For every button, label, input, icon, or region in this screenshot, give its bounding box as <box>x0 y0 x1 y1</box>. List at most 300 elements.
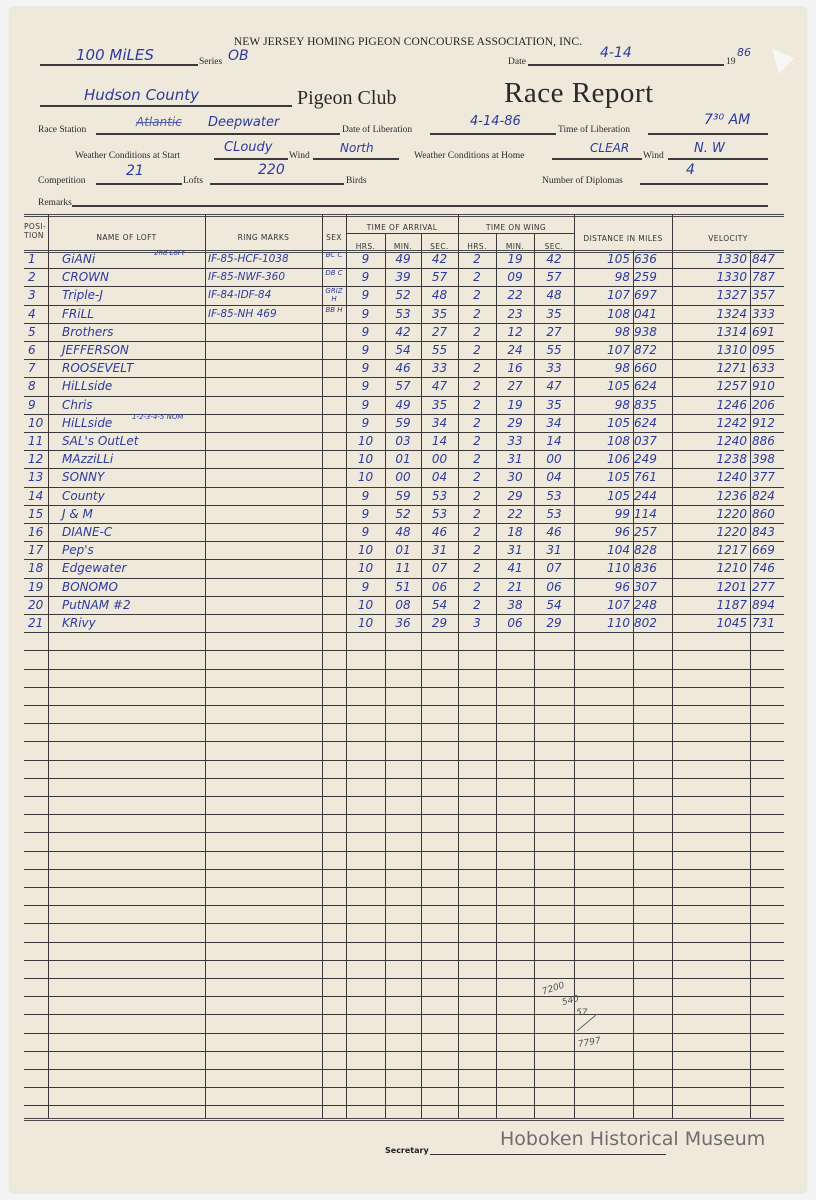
arrival-hrs-cell: 9 <box>361 306 370 321</box>
position-cell: 9 <box>28 397 36 412</box>
time-of-liberation-label: Time of Liberation <box>558 125 630 135</box>
time-of-liberation-line <box>648 133 768 135</box>
wing-sec-cell: 55 <box>546 343 562 357</box>
velocity-int-cell: 1314 <box>716 324 747 339</box>
arrival-min-cell: 11 <box>395 561 411 576</box>
arrival-sec-cell: 46 <box>431 525 448 539</box>
velocity-frac-cell: 860 <box>752 506 775 521</box>
date-of-liberation-label: Date of Liberation <box>342 125 413 135</box>
arrival-min-cell: 46 <box>395 361 411 376</box>
row-line <box>24 923 784 924</box>
distance-miles-cell: 108 <box>607 434 630 448</box>
row-line <box>24 705 784 706</box>
arrival-min-cell: 01 <box>395 543 411 558</box>
velocity-frac-cell: 824 <box>752 488 775 503</box>
date-of-liberation-line <box>430 133 556 135</box>
velocity-int-cell: 1246 <box>716 397 747 412</box>
row-line <box>24 687 784 688</box>
distance-miles-cell: 98 <box>614 324 630 339</box>
velocity-frac-cell: 894 <box>752 597 775 612</box>
velocity-frac-cell: 333 <box>752 306 775 321</box>
column-divider <box>750 250 751 1118</box>
distance-miles-cell: 110 <box>607 561 630 576</box>
lofts-label: Lofts <box>183 176 204 186</box>
wing-min-cell: 41 <box>507 561 523 576</box>
velocity-int-cell: 1240 <box>716 434 747 448</box>
velocity-frac-cell: 843 <box>752 525 775 539</box>
velocity-frac-cell: 206 <box>752 397 775 412</box>
arrival-sec-cell: 34 <box>431 415 448 430</box>
wing-hrs-cell: 2 <box>473 579 481 594</box>
velocity-int-cell: 1045 <box>716 616 747 630</box>
remarks-label: Remarks <box>38 198 72 208</box>
loft-name-cell: SONNY <box>62 470 105 485</box>
arrival-sec-cell: 00 <box>431 452 448 467</box>
position-cell: 10 <box>28 415 44 430</box>
row-line <box>24 741 784 742</box>
position-cell: 8 <box>28 379 36 394</box>
wing-sec-cell: 57 <box>546 270 562 285</box>
weather-start-label: Weather Conditions at Start <box>75 151 181 161</box>
distance-miles-cell: 106 <box>607 452 630 467</box>
loft-name-cell: CROWN <box>62 270 110 285</box>
arrival-min-cell: 42 <box>395 324 411 339</box>
wing-min-cell: 22 <box>507 506 523 521</box>
distance-miles-cell: 107 <box>607 288 630 303</box>
loft-name-cell: Edgewater <box>62 561 127 576</box>
loft-name-cell: ROOSEVELT <box>62 361 134 376</box>
distance-miles-cell: 105 <box>607 379 630 394</box>
velocity-frac-cell: 691 <box>752 324 775 339</box>
year-prefix: 19 <box>726 57 736 67</box>
loft-name-cell: JEFFERSON <box>62 343 129 357</box>
distance-value: 100 MiLES <box>76 46 154 64</box>
scratch-calc-3: 57 <box>576 1008 588 1018</box>
remarks-line <box>72 205 768 207</box>
position-cell: 19 <box>28 579 44 594</box>
wing-sec-cell: 42 <box>546 252 562 266</box>
wing-hrs-cell: 2 <box>473 488 481 503</box>
velocity-frac-cell: 886 <box>752 434 775 448</box>
wing-hrs-cell: 2 <box>473 379 481 394</box>
arrival-min-cell: 59 <box>395 488 411 503</box>
distance-yards-cell: 037 <box>634 434 657 448</box>
diplomas-value: 4 <box>686 162 695 178</box>
secretary-label: Secretary <box>385 1146 429 1155</box>
arrival-min-cell: 57 <box>395 379 411 394</box>
distance-yards-cell: 257 <box>634 525 657 539</box>
secretary-line <box>430 1154 666 1155</box>
wind-home-line <box>668 158 768 160</box>
sex-cell: GRIZ H <box>325 287 343 304</box>
loft-name-cell: KRivy <box>62 616 96 630</box>
loft-name-cell: J & M <box>62 506 93 521</box>
arrival-min-cell: 52 <box>395 506 411 521</box>
loft-name-cell: DIANE-C <box>62 525 113 539</box>
row-line <box>24 960 784 961</box>
wing-min-cell: 24 <box>507 343 523 357</box>
arrival-sec-cell: 54 <box>431 597 448 612</box>
velocity-frac-cell: 277 <box>752 579 775 594</box>
loft-name-cell: BONOMO <box>62 579 118 594</box>
velocity-int-cell: 1187 <box>716 597 747 612</box>
distance-miles-cell: 107 <box>607 343 630 357</box>
arrival-sec-cell: 57 <box>431 270 448 285</box>
weather-home-label: Weather Conditions at Home <box>414 151 525 161</box>
ring-marks-cell: IF-84-IDF-84 <box>208 289 272 302</box>
arrival-min-cell: 00 <box>395 470 411 485</box>
header-ring-marks: RING MARKS <box>237 233 290 242</box>
arrival-min-cell: 01 <box>395 452 411 467</box>
arrival-hrs-cell: 10 <box>357 616 374 630</box>
row-line <box>24 669 784 670</box>
row-line <box>24 1014 784 1015</box>
arrival-hrs-cell: 10 <box>357 434 374 448</box>
arrival-hrs-cell: 10 <box>357 597 374 612</box>
velocity-frac-cell: 669 <box>752 543 775 558</box>
competition-label: Competition <box>38 176 86 186</box>
velocity-int-cell: 1242 <box>716 415 747 430</box>
wing-hrs-cell: 2 <box>473 288 481 303</box>
row-line <box>24 905 784 906</box>
distance-yards-cell: 802 <box>634 616 657 630</box>
loft-name-cell: Triple-J <box>62 288 103 303</box>
row-line <box>24 996 784 997</box>
year-value: 86 <box>737 46 751 59</box>
header-time-on-wing: TIME ON WING <box>485 223 547 232</box>
distance-yards-cell: 761 <box>634 470 657 485</box>
wing-hrs-cell: 2 <box>473 561 481 576</box>
position-cell: 15 <box>28 506 44 521</box>
wing-min-cell: 29 <box>507 415 523 430</box>
velocity-frac-cell: 398 <box>752 452 775 467</box>
arrival-min-cell: 49 <box>395 252 411 266</box>
distance-line <box>40 64 198 66</box>
wing-min-cell: 33 <box>507 434 523 448</box>
header-position-line2: TION <box>24 231 44 240</box>
arrival-sec-cell: 35 <box>431 306 448 321</box>
arrival-hrs-cell: 9 <box>361 379 370 394</box>
wing-hrs-cell: 2 <box>473 324 481 339</box>
distance-yards-cell: 307 <box>634 579 657 594</box>
wing-hrs-cell: 3 <box>473 616 481 630</box>
wing-hrs-cell: 2 <box>473 361 481 376</box>
wing-hrs-cell: 2 <box>473 543 481 558</box>
arrival-hrs-cell: 9 <box>361 579 370 594</box>
distance-yards-cell: 114 <box>634 506 657 521</box>
competition-line <box>96 183 182 185</box>
wing-hrs-cell: 2 <box>473 343 481 357</box>
velocity-frac-cell: 746 <box>752 561 775 576</box>
wing-min-cell: 30 <box>507 470 523 485</box>
loft-name-cell: MAzziLLi <box>62 452 114 467</box>
velocity-frac-cell: 095 <box>752 343 775 357</box>
race-station-line <box>96 133 340 135</box>
distance-yards-cell: 624 <box>634 415 657 430</box>
birds-value: 220 <box>258 162 285 178</box>
arrival-min-cell: 36 <box>395 616 411 630</box>
velocity-int-cell: 1220 <box>716 525 747 539</box>
arrival-sec-cell: 53 <box>431 488 448 503</box>
wing-sec-cell: 53 <box>546 506 562 521</box>
distance-yards-cell: 041 <box>634 306 657 321</box>
weather-start-line <box>214 158 288 160</box>
loft-name-cell: PutNAM #2 <box>62 597 131 612</box>
row-line <box>24 978 784 979</box>
distance-miles-cell: 98 <box>614 270 630 285</box>
wing-sec-cell: 53 <box>546 488 562 503</box>
velocity-int-cell: 1238 <box>716 452 747 467</box>
velocity-int-cell: 1324 <box>716 306 747 321</box>
wing-min-cell: 29 <box>507 488 523 503</box>
loft-name-cell: Pep's <box>62 543 94 558</box>
arrival-min-cell: 52 <box>395 288 411 303</box>
header-distance: DISTANCE IN MILES <box>583 234 663 243</box>
arrival-min-cell: 03 <box>395 434 411 448</box>
distance-miles-cell: 99 <box>614 506 630 521</box>
wing-sec-cell: 14 <box>546 434 562 448</box>
position-cell: 5 <box>28 324 36 339</box>
loft-name-cell: SAL's OutLet <box>62 434 139 448</box>
arrival-hrs-cell: 9 <box>361 525 370 539</box>
velocity-int-cell: 1236 <box>716 488 747 503</box>
header-arrival-sec: SEC. <box>430 242 449 251</box>
loft-name-cell: FRiLL <box>62 306 94 321</box>
wind-start-line <box>313 158 399 160</box>
row-line <box>24 832 784 833</box>
loft-name-cell: GiANi <box>62 252 96 266</box>
arrival-min-cell: 49 <box>395 397 411 412</box>
velocity-int-cell: 1220 <box>716 506 747 521</box>
row-line <box>24 796 784 797</box>
arrival-min-cell: 54 <box>395 343 411 357</box>
velocity-frac-cell: 847 <box>752 252 775 266</box>
velocity-int-cell: 1310 <box>716 343 747 357</box>
wing-sec-cell: 00 <box>546 452 562 467</box>
sex-cell: DB C <box>325 269 343 278</box>
ring-marks-cell: IF-85-NWF-360 <box>208 271 286 284</box>
position-cell: 3 <box>28 288 36 303</box>
column-divider <box>322 214 323 1118</box>
series-label: Series <box>199 57 223 67</box>
distance-miles-cell: 98 <box>614 397 630 412</box>
velocity-int-cell: 1201 <box>716 579 747 594</box>
wing-min-cell: 21 <box>507 579 523 594</box>
distance-yards-cell: 697 <box>634 288 657 303</box>
distance-yards-cell: 828 <box>634 543 657 558</box>
arrival-sec-cell: 42 <box>431 252 448 266</box>
wing-min-cell: 16 <box>507 361 523 376</box>
loft-name-cell: Brothers <box>62 324 114 339</box>
header-time-of-arrival: TIME OF ARRIVAL <box>366 223 438 232</box>
position-cell: 21 <box>28 616 44 630</box>
row-line <box>24 1087 784 1088</box>
wing-min-cell: 09 <box>507 270 523 285</box>
wing-hrs-cell: 2 <box>473 452 481 467</box>
wing-hrs-cell: 2 <box>473 506 481 521</box>
association-title: NEW JERSEY HOMING PIGEON CONCOURSE ASSOCIATION, INC. <box>233 36 583 48</box>
wing-sec-cell: 31 <box>546 543 562 558</box>
wing-min-cell: 27 <box>507 379 523 394</box>
arrival-min-cell: 48 <box>395 525 411 539</box>
distance-miles-cell: 98 <box>614 361 630 376</box>
distance-yards-cell: 244 <box>634 488 657 503</box>
arrival-min-cell: 53 <box>395 306 411 321</box>
arrival-hrs-cell: 9 <box>361 270 370 285</box>
position-cell: 12 <box>28 452 44 467</box>
arrival-sec-cell: 55 <box>431 343 448 357</box>
distance-yards-cell: 938 <box>634 324 657 339</box>
arrival-sec-cell: 14 <box>431 434 448 448</box>
row-line <box>24 814 784 815</box>
velocity-int-cell: 1217 <box>716 543 747 558</box>
wing-hrs-cell: 2 <box>473 415 481 430</box>
date-label: Date <box>508 57 526 67</box>
club-line <box>40 105 292 107</box>
arrival-sec-cell: 35 <box>431 397 448 412</box>
position-cell: 11 <box>28 434 44 448</box>
wing-min-cell: 19 <box>507 252 523 266</box>
header-position <box>24 222 48 240</box>
birds-label: Birds <box>346 176 367 186</box>
row-line <box>24 1051 784 1052</box>
weather-start-value: CLoudy <box>224 140 273 155</box>
arrival-hrs-cell: 10 <box>357 452 374 467</box>
distance-miles-cell: 104 <box>607 543 630 558</box>
wing-min-cell: 19 <box>507 397 523 412</box>
race-results-table <box>24 214 784 1118</box>
column-divider <box>205 214 206 1118</box>
wing-sec-cell: 35 <box>546 306 562 321</box>
wind-home-value: N. W <box>694 141 725 156</box>
wing-hrs-cell: 2 <box>473 525 481 539</box>
row-line <box>24 1069 784 1070</box>
position-cell: 13 <box>28 470 44 485</box>
row-line <box>24 760 784 761</box>
wing-min-cell: 31 <box>507 452 523 467</box>
race-station-struck: Atlantic <box>136 115 182 129</box>
distance-miles-cell: 105 <box>607 415 630 430</box>
distance-yards-cell: 636 <box>634 252 657 266</box>
distance-miles-cell: 108 <box>607 306 630 321</box>
position-cell: 2 <box>28 270 36 285</box>
arrival-hrs-cell: 9 <box>361 288 370 303</box>
loft-note: 2nd LoFt <box>154 249 185 257</box>
loft-name-cell: HiLLside <box>62 415 113 430</box>
series-value: OB <box>228 48 249 64</box>
wing-sec-cell: 47 <box>546 379 562 394</box>
loft-name-cell: HiLLside <box>62 379 113 394</box>
velocity-frac-cell: 912 <box>752 415 775 430</box>
date-line <box>528 64 724 66</box>
row-line <box>24 869 784 870</box>
distance-yards-cell: 835 <box>634 397 657 412</box>
row-line <box>24 1105 784 1106</box>
distance-miles-cell: 110 <box>607 616 630 630</box>
header-wing-sec: SEC. <box>544 242 564 251</box>
velocity-int-cell: 1330 <box>716 270 747 285</box>
wing-hrs-cell: 2 <box>473 397 481 412</box>
diplomas-label: Number of Diplomas <box>542 176 623 186</box>
wing-hrs-cell: 2 <box>473 306 481 321</box>
weather-home-line <box>552 158 642 160</box>
header-sex: SEX <box>326 233 342 242</box>
arrival-hrs-cell: 9 <box>361 506 370 521</box>
sex-cell: BC C <box>325 251 343 259</box>
arrival-sec-cell: 31 <box>431 543 448 558</box>
wing-sec-cell: 29 <box>546 616 562 630</box>
arrival-hrs-cell: 9 <box>361 488 370 503</box>
wing-sec-cell: 46 <box>546 525 562 539</box>
arrival-min-cell: 08 <box>395 597 411 612</box>
scratch-calc-1: 7200 <box>541 980 566 998</box>
wing-sec-cell: 48 <box>546 288 562 303</box>
wind-home-label: Wind <box>643 151 664 161</box>
arrival-min-cell: 39 <box>395 270 411 285</box>
header-arrival-hrs: HRS. <box>355 242 376 251</box>
arrival-hrs-cell: 9 <box>361 324 370 339</box>
wing-min-cell: 12 <box>507 324 523 339</box>
wind-start-label: Wind <box>289 151 310 161</box>
wing-min-cell: 18 <box>507 525 523 539</box>
velocity-int-cell: 1271 <box>716 361 747 376</box>
loft-name-cell: Chris <box>62 397 93 412</box>
ring-marks-cell: IF-85-HCF-1038 <box>208 253 289 265</box>
velocity-int-cell: 1327 <box>716 288 747 303</box>
distance-yards-cell: 248 <box>634 597 657 612</box>
row-line <box>24 1033 784 1034</box>
museum-watermark: Hoboken Historical Museum <box>500 1128 766 1150</box>
wing-sec-cell: 54 <box>546 597 562 612</box>
arrival-sec-cell: 04 <box>431 470 448 485</box>
date-value: 4-14 <box>600 45 632 61</box>
distance-yards-cell: 624 <box>634 379 657 394</box>
wing-min-cell: 23 <box>507 306 523 321</box>
arrival-sec-cell: 47 <box>431 379 448 394</box>
arrival-sec-cell: 53 <box>431 506 448 521</box>
wing-sec-cell: 07 <box>546 561 562 576</box>
row-line <box>24 723 784 724</box>
arrival-hrs-cell: 10 <box>357 561 374 576</box>
velocity-frac-cell: 787 <box>752 270 775 285</box>
position-cell: 20 <box>28 597 44 612</box>
header-arrival-min: MIN. <box>393 242 413 251</box>
distance-yards-cell: 836 <box>634 561 657 576</box>
position-cell: 14 <box>28 488 44 503</box>
distance-yards-cell: 259 <box>634 270 657 285</box>
wing-hrs-cell: 2 <box>473 252 481 266</box>
row-line <box>24 942 784 943</box>
distance-miles-cell: 105 <box>607 470 630 485</box>
arrival-hrs-cell: 9 <box>361 343 370 357</box>
wind-start-value: North <box>340 141 374 155</box>
competition-value: 21 <box>126 163 144 179</box>
loft-note: 1-2-3-4-5 NOM <box>132 412 184 421</box>
wing-sec-cell: 33 <box>546 361 562 376</box>
row-line <box>24 632 784 633</box>
arrival-min-cell: 59 <box>395 415 411 430</box>
velocity-int-cell: 1330 <box>716 252 747 266</box>
time-of-liberation-value: 7³⁰ AM <box>704 112 751 128</box>
ring-marks-cell: IF-85-NH 469 <box>208 307 277 320</box>
position-cell: 16 <box>28 525 44 539</box>
wing-sec-cell: 04 <box>546 470 562 485</box>
row-line <box>24 778 784 779</box>
velocity-frac-cell: 633 <box>752 361 775 376</box>
wing-min-cell: 38 <box>507 597 523 612</box>
header-wing-min: MIN. <box>505 242 525 251</box>
club-name: Hudson County <box>84 86 199 104</box>
